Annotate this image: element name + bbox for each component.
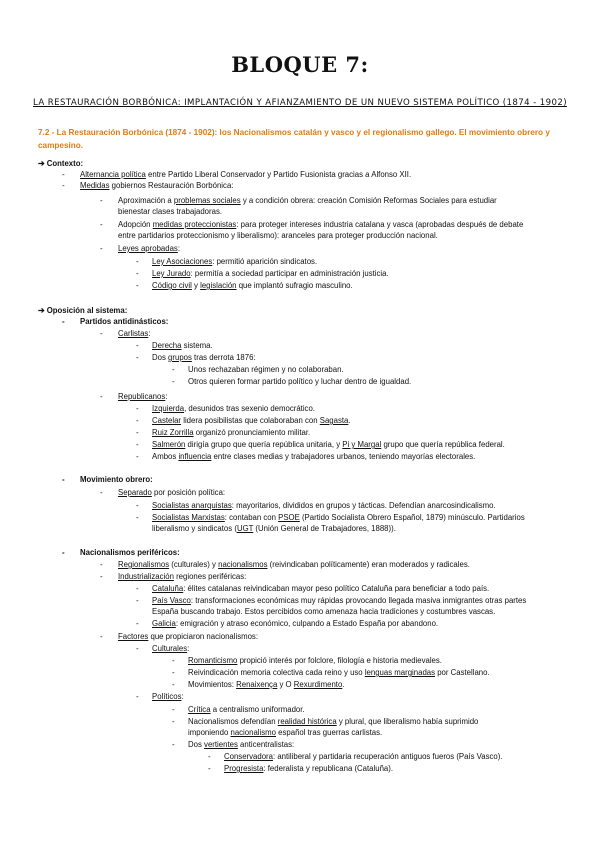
list-item: Aproximación a problemas sociales y a condición obrera: creación Comisión Reformas Sociales para estudiar	[118, 196, 497, 205]
list-item: Reivindicación memoria colectiva cada reino y uso lenguas marginadas por Castellano.	[188, 668, 490, 677]
nacionalismos-label: Nacionalismos periféricos:	[80, 548, 180, 557]
bullet: -	[100, 220, 103, 229]
list-item: Salmerón dirigía grupo que quería república unitaria, y Pi y Margal grupo que quería república federal.	[152, 440, 505, 449]
bullet: -	[136, 440, 139, 449]
bullet: -	[136, 452, 139, 461]
bullet: -	[136, 269, 139, 278]
list-item: Culturales:	[152, 644, 190, 653]
bullet: -	[100, 329, 103, 338]
bullet: -	[62, 548, 65, 557]
list-item: Medidas gobiernos Restauración Borbónica:	[80, 181, 234, 190]
partidos-label: Partidos antidinásticos:	[80, 317, 169, 326]
list-item: Industrialización regiones periféricas:	[118, 572, 247, 581]
list-item: Dos vertientes anticentralistas:	[188, 740, 295, 749]
bullet: -	[136, 341, 139, 350]
list-item: Nacionalismos defendían realidad histórica y plural, que liberalismo había suprimido	[188, 717, 479, 726]
list-item: Alternancia política entre Partido Liberal Conservador y Partido Fusionista gracias a Alfonso XII.	[80, 170, 412, 179]
list-item: Movimientos: Renaixença y O Rexurdimento.	[188, 680, 345, 689]
bullet: -	[100, 392, 103, 401]
bullet: -	[62, 317, 65, 326]
bullet: -	[136, 644, 139, 653]
bullet: -	[100, 488, 103, 497]
bullet: -	[136, 619, 139, 628]
list-item: Romanticismo propició interés por folclore, filología e historia medievales.	[188, 656, 442, 665]
bullet: -	[172, 365, 175, 374]
bullet: -	[172, 377, 175, 386]
list-item: Republicanos:	[118, 392, 168, 401]
bullet: -	[136, 501, 139, 510]
bullet: -	[172, 705, 175, 714]
list-item-cont: bienestar clases trabajadoras.	[118, 207, 223, 216]
list-item: Izquierda, desunidos tras sexenio democrático.	[152, 404, 315, 413]
bullet: -	[172, 717, 175, 726]
list-item: Cataluña: élites catalanas reivindicaban mayor peso político Cataluña para beneficiar a todo país.	[152, 584, 490, 593]
bullet: -	[208, 764, 211, 773]
list-item-cont: España buscando trabajo. Estos percibidos como amenaza hacia tradiciones y costumbres vascas.	[152, 607, 496, 616]
list-item: País Vasco: transformaciones económicas muy rápidas provocando llegada masiva inmigrantes otras partes	[152, 596, 527, 605]
list-item: Ruiz Zorrilla organizó pronunciamiento militar.	[152, 428, 311, 437]
list-item-cont: liberalismo y sindicatos (UGT (Unión General de Trabajadores, 1888)).	[152, 524, 396, 533]
bullet: -	[136, 281, 139, 290]
list-item: Derecha sistema.	[152, 341, 213, 350]
list-item: Otros quieren formar partido político y luchar dentro de igualdad.	[188, 377, 412, 386]
bullet: -	[100, 244, 103, 253]
list-item: Carlistas:	[118, 329, 151, 338]
list-item-cont: imponiendo nacionalismo español tras guerras carlistas.	[188, 728, 383, 737]
list-item-cont: entre partidarios proteccionismo y liberalismo): aranceles para proteger producción nacional.	[118, 231, 438, 240]
list-item: Socialistas Marxistas: contaban con PSOE (Partido Socialista Obrero Español, 1879) minúsculo. Partidarios	[152, 513, 525, 522]
list-item: Castelar lidera posibilistas que colaboraban con Sagasta.	[152, 416, 351, 425]
bullet: -	[62, 475, 65, 484]
bullet: -	[62, 170, 65, 179]
list-item: Unos rechazaban régimen y no colaboraban.	[188, 365, 344, 374]
bullet: -	[172, 680, 175, 689]
list-item: Regionalismos (culturales) y nacionalismos (reivindicaban políticamente) eran moderados y radicales.	[118, 560, 470, 569]
bullet: -	[136, 692, 139, 701]
contexto-label: ➔ Contexto:	[38, 159, 84, 168]
bullet: -	[136, 404, 139, 413]
oposicion-label: ➔ Oposición al sistema:	[38, 306, 128, 315]
bullet: -	[172, 740, 175, 749]
bullet: -	[136, 596, 139, 605]
list-item: Dos grupos tras derrota 1876:	[152, 353, 256, 362]
bullet: -	[172, 656, 175, 665]
bullet: -	[62, 181, 65, 190]
list-item: Ley Asociaciones: permitió aparición sindicatos.	[152, 257, 318, 266]
list-item: Factores que propiciaron nacionalismos:	[118, 632, 258, 641]
list-item: Leyes aprobadas:	[118, 244, 180, 253]
list-item: Conservadora: antiliberal y partidaria recuperación antiguos fueros (País Vasco).	[224, 752, 503, 761]
list-item: Galicia: emigración y atraso económico, culpando a Estado España por abandono.	[152, 619, 439, 628]
list-item: Políticos:	[152, 692, 184, 701]
bullet: -	[136, 428, 139, 437]
list-item: Código civil y legislación que implantó sufragio masculino.	[152, 281, 353, 290]
list-item: Socialistas anarquistas: mayoritarios, divididos en grupos y tácticas. Defendían anarcosindicalismo.	[152, 501, 496, 510]
bullet: -	[208, 752, 211, 761]
bullet: -	[136, 416, 139, 425]
bullet: -	[136, 353, 139, 362]
list-item: Ley Jurado: permitía a sociedad participar en administración justicia.	[152, 269, 389, 278]
page-title: BLOQUE 7:	[231, 52, 369, 77]
section-heading: 7.2 - La Restauración Borbónica (1874 - 1902): los Nacionalismos catalán y vasco y el regionalismo gallego. El movimiento obrero y campesino.	[38, 128, 550, 150]
bullet: -	[100, 632, 103, 641]
list-item: Progresista: federalista y republicana (Cataluña).	[224, 764, 394, 773]
bullet: -	[100, 560, 103, 569]
bullet: -	[100, 196, 103, 205]
list-item: Separado por posición política:	[118, 488, 226, 497]
list-item: Crítica a centralismo uniformador.	[188, 705, 305, 714]
page-subtitle: LA RESTAURACIÓN BORBÓNICA: IMPLANTACIÓN Y AFIANZAMIENTO DE UN NUEVO SISTEMA POLÍTICO (1874 - 1902)	[33, 98, 567, 108]
bullet: -	[172, 668, 175, 677]
obrero-label: Movimiento obrero:	[80, 475, 153, 484]
list-item: Adopción medidas proteccionistas: para proteger intereses industria catalana y vasca (aprobadas después de debate	[118, 220, 524, 229]
bullet: -	[136, 257, 139, 266]
bullet: -	[136, 513, 139, 522]
list-item: Ambos influencia entre clases medias y trabajadores urbanos, teniendo mayorías electorales.	[152, 452, 476, 461]
bullet: -	[136, 584, 139, 593]
bullet: -	[100, 572, 103, 581]
